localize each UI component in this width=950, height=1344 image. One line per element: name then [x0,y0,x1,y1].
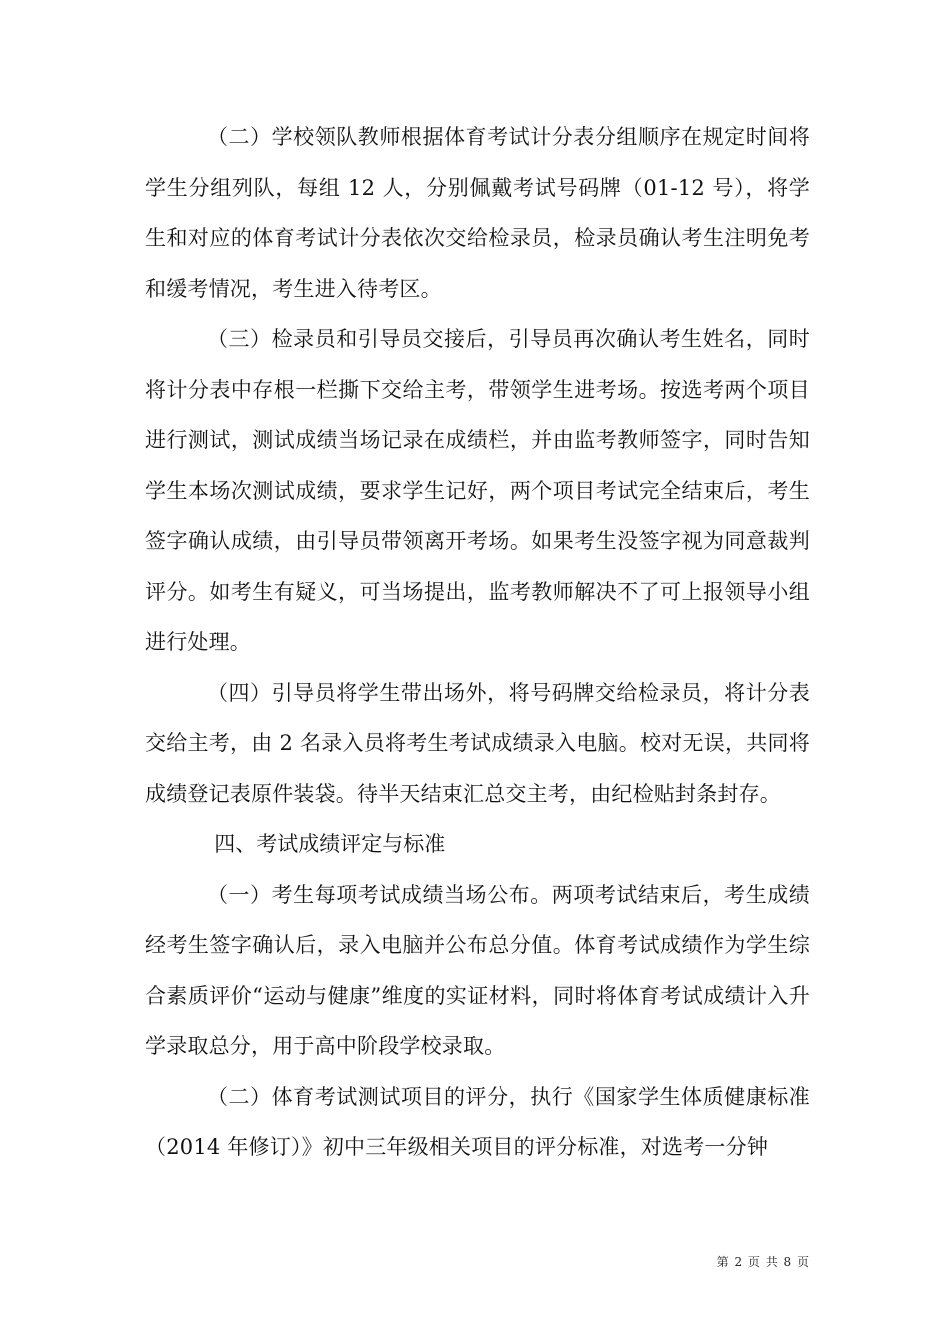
section-paragraph-2: （二）体育考试测试项目的评分，执行《国家学生体质健康标准（2014 年修订）》初中三年级相关项目的评分标准，对选考一分钟 [145,1084,810,1159]
document-body [145,112,810,1173]
page-number-footer: 第 2 页 共 8 页 [716,1255,810,1269]
section-heading: 四、考试成绩评定与标准 [214,832,446,856]
paragraph-3: （三）检录员和引导员交接后，引导员再次确认考生姓名，同时将计分表中存根一栏撕下交给主考，带领学生进考场。按选考两个项目进行测试，测试成绩当场记录在成绩栏，并由监考教师签字，同时告知学生本场次测试成绩，要求学生记好，两个项目考试完全结束后，考生签字确认成绩，由引导员带领离开考场。如果考生没签字视为同意裁判评分。如考生有疑义，可当场提出，监考教师解决不了可上报领导小组进行处理。 [145,327,810,654]
paragraph-4: （四）引导员将学生带出场外，将号码牌交给检录员，将计分表交给主考，由 2 名录入员将考生考试成绩录入电脑。校对无误，共同将成绩登记表原件装袋。待半天结束汇总交主考，由纪检贴封条封存。 [145,680,810,806]
paragraph-2: （二）学校领队教师根据体育考试计分表分组顺序在规定时间将学生分组列队，每组 12 人，分别佩戴考试号码牌（01-12 号），将学生和对应的体育考试计分表依次交给检录员，检录员确认考生注明免考和缓考情况，考生进入待考区。 [145,125,810,301]
section-paragraph-1: （一）考生每项考试成绩当场公布。两项考试结束后，考生成绩经考生签字确认后，录入电脑并公布总分值。体育考试成绩作为学生综合素质评价“运动与健康”维度的实证材料，同时将体育考试成绩计入升学录取总分，用于高中阶段学校录取。 [145,882,810,1058]
